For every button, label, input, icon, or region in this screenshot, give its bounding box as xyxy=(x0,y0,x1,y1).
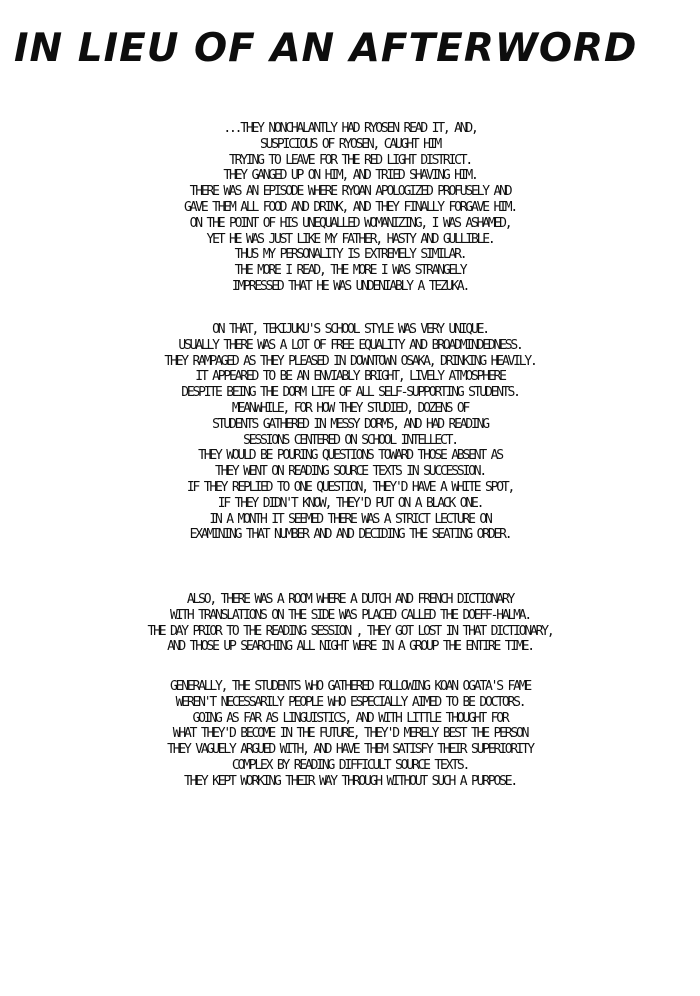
text-line: COMPLEX BY READING DIFFICULT SOURCE TEXTS. xyxy=(231,757,469,773)
text-line: THEY KEPT WORKING THEIR WAY THROUGH WITHOUT SUCH A PURPOSE. xyxy=(184,773,516,789)
text-line: TRYING TO LEAVE FOR THE RED LIGHT DISTRICT. xyxy=(229,152,471,168)
paragraph-3 xyxy=(0,592,700,655)
text-line: THEY WOULD BE POURING QUESTIONS TOWARD THOSE ABSENT AS xyxy=(198,448,502,464)
text-line: STUDENTS GATHERED IN MESSY DORMS, AND HAD READING xyxy=(212,416,488,432)
text-line: ON THAT, TEKIJUKU'S SCHOOL STYLE WAS VERY UNIQUE. xyxy=(212,322,488,337)
text-line: THEY VAGUELY ARGUED WITH, AND HAVE THEM SATISFY THEIR SUPERIORITY xyxy=(167,742,533,758)
text-line: YET HE WAS JUST LIKE MY FATHER, HASTY AND GULLIBLE. xyxy=(206,231,494,247)
text-line: EXAMINING THAT NUMBER AND AND DECIDING THE SEATING ORDER. xyxy=(189,527,511,543)
text-line: IN A MONTH IT SEEMED THERE WAS A STRICT LECTURE ON xyxy=(209,511,491,527)
text-line: IMPRESSED THAT HE WAS UNDENIABLY A TEZUKA. xyxy=(231,278,469,294)
text-line: GAVE THEM ALL FOOD AND DRINK, AND THEY FINALLY FORGAVE HIM. xyxy=(184,199,516,215)
text-line: WEREN'T NECESSARILY PEOPLE WHO ESPECIALLY AIMED TO BE DOCTORS. xyxy=(175,694,525,710)
paragraph-4 xyxy=(0,679,700,790)
paragraph-2 xyxy=(0,322,700,543)
text-line: GENERALLY, THE STUDENTS WHO GATHERED FOLLOWING KOAN OGATA'S FAME xyxy=(169,679,531,694)
text-line: THE MORE I READ, THE MORE I WAS STRANGELY xyxy=(234,263,466,279)
text-line: THE DAY PRIOR TO THE READING SESSION , THEY GOT LOST IN THAT DICTIONARY, xyxy=(147,623,553,639)
text-line: IF THEY DIDN'T KNOW, THEY'D PUT ON A BLACK ONE. xyxy=(217,495,483,511)
text-line: ALSO, THERE WAS A ROOM WHERE A DUTCH AND FRENCH DICTIONARY xyxy=(186,592,514,607)
text-line: IT APPEARED TO BE AN ENVIABLY BRIGHT, LIVELY ATMOSPHERE xyxy=(195,369,505,385)
text-line: USUALLY THERE WAS A LOT OF FREE EQUALITY AND BROADMINDEDNESS. xyxy=(178,337,522,353)
paragraph-1 xyxy=(0,121,700,295)
text-line: DESPITE BEING THE DORM LIFE OF ALL SELF-SUPPORTING STUDENTS. xyxy=(181,385,519,401)
text-line: THEY WENT ON READING SOURCE TEXTS IN SUCCESSION. xyxy=(214,464,486,480)
text-line: SUSPICIOUS OF RYOSEN, CAUGHT HIM xyxy=(259,136,441,152)
text-line: IF THEY REPLIED TO ONE QUESTION, THEY'D HAVE A WHITE SPOT, xyxy=(186,479,514,495)
text-line: ...THEY NONCHALANTLY HAD RYOSEN READ IT, AND, xyxy=(223,121,477,136)
text-line: THERE WAS AN EPISODE WHERE RYOAN APOLOGIZED PROFUSELY AND xyxy=(189,184,511,200)
text-line: SESSIONS CENTERED ON SCHOOL INTELLECT. xyxy=(243,432,457,448)
text-line: WHAT THEY'D BECOME IN THE FUTURE, THEY'D MERELY BEST THE PERSON xyxy=(172,726,528,742)
text-line: MEANWHILE, FOR HOW THEY STUDIED, DOZENS OF xyxy=(231,400,469,416)
text-line: ON THE POINT OF HIS UNEQUALLED WOMANIZING, I WAS ASHAMED, xyxy=(189,215,511,231)
text-line: GOING AS FAR AS LINGUISTICS, AND WITH LITTLE THOUGHT FOR xyxy=(192,710,508,726)
text-line: THEY GANGED UP ON HIM, AND TRIED SHAVING HIM. xyxy=(223,168,477,184)
text-line: THUS MY PERSONALITY IS EXTREMELY SIMILAR. xyxy=(234,247,466,263)
text-line: WITH TRANSLATIONS ON THE SIDE WAS PLACED CALLED THE DOEFF-HALMA. xyxy=(169,607,531,623)
page-title: IN LIEU OF AN AFTERWORD xyxy=(14,26,638,71)
text-line: THEY RAMPAGED AS THEY PLEASED IN DOWNTOWN OSAKA, DRINKING HEAVILY. xyxy=(164,353,536,369)
text-line: AND THOSE UP SEARCHING ALL NIGHT WERE IN A GROUP THE ENTIRE TIME. xyxy=(167,639,533,655)
